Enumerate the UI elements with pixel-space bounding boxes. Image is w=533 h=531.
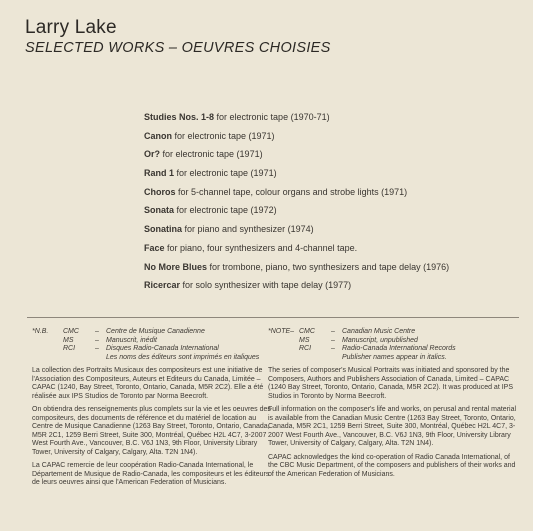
abbr-code: CMC bbox=[299, 328, 315, 335]
abbr-desc: Canadian Music Centre bbox=[342, 328, 416, 335]
work-detail: for solo synthesizer with tape delay (1977) bbox=[180, 280, 352, 291]
abbr-code: RCI bbox=[299, 345, 312, 352]
works-list bbox=[144, 112, 519, 299]
abbreviation-note: Les noms des éditeurs sont imprimés en italiques bbox=[106, 353, 260, 361]
abbr-desc: Manuscript, unpublished bbox=[342, 336, 418, 344]
abbreviation-row bbox=[32, 337, 272, 346]
work-item bbox=[144, 112, 519, 122]
work-detail: for 5-channel tape, colour organs and strobe lights (1971) bbox=[175, 186, 408, 197]
abbr-desc: Disques Radio-Canada International bbox=[106, 345, 219, 352]
abbreviation-row bbox=[32, 345, 272, 354]
work-title: Sonata bbox=[144, 205, 175, 216]
divider bbox=[27, 317, 519, 318]
work-detail: for electronic tape (1971) bbox=[172, 130, 275, 141]
work-detail: for electronic tape (1971) bbox=[160, 149, 263, 160]
work-title: Ricercar bbox=[144, 280, 181, 291]
album-subtitle: SELECTED WORKS – OEUVRES CHOISIES bbox=[25, 40, 331, 56]
work-title: No More Blues bbox=[144, 261, 208, 272]
work-detail: for electronic tape (1971) bbox=[174, 168, 277, 179]
work-detail: for electronic tape (1970-71) bbox=[214, 112, 330, 122]
work-detail: for piano and synthesizer (1974) bbox=[182, 224, 314, 235]
abbreviation-note: Publisher names appear in italics. bbox=[342, 353, 447, 361]
work-title: Studies Nos. 1-8 bbox=[144, 112, 215, 122]
work-item bbox=[144, 205, 519, 215]
abbr-dash: – bbox=[331, 345, 335, 352]
abbr-dash: – bbox=[95, 328, 99, 335]
work-detail: for trombone, piano, two synthesizers and tape delay (1976) bbox=[207, 261, 450, 272]
english-notes bbox=[268, 328, 520, 479]
abbreviation-row bbox=[268, 328, 520, 337]
abbreviation-row bbox=[268, 345, 520, 354]
work-title: Face bbox=[144, 242, 165, 253]
abbr-desc: Manuscrit, inédit bbox=[106, 336, 157, 344]
paragraph: On obtiendra des renseignements plus complets sur la vie et les oeuvres des compositeurs, des documents de référence et du matériel de location au Centre de Musique Canadienne (1263 Bay Street, Toronto, Ontario, Canada, M5R 2C1, 1259 Berri Street, Suite 300, Montréal, Québec H2L 4C7, 3-2007 West Fourth Ave., Vancouver, B.C. V6J 1N3, 9th Floor, University Library Tower, University of Calgary, Calgary, Alta. T2N 1N4). bbox=[32, 406, 271, 456]
work-item bbox=[144, 224, 519, 234]
work-item bbox=[144, 262, 519, 272]
work-title: Sonatina bbox=[144, 224, 183, 235]
abbreviation-row bbox=[268, 337, 520, 346]
abbr-code: RCI bbox=[63, 345, 76, 352]
abbr-lead: *NOTE– bbox=[268, 328, 295, 335]
work-title: Rand 1 bbox=[144, 168, 175, 179]
abbr-desc: Radio-Canada International Records bbox=[342, 345, 456, 352]
french-notes bbox=[32, 328, 272, 488]
work-title: Canon bbox=[144, 130, 172, 141]
abbr-dash: – bbox=[331, 336, 335, 344]
abbr-code: MS bbox=[299, 336, 310, 344]
abbr-lead bbox=[268, 337, 299, 346]
abbr-dash: – bbox=[331, 328, 335, 335]
abbr-code: CMC bbox=[63, 328, 79, 335]
abbr-dash: – bbox=[95, 336, 99, 344]
paragraph: La CAPAC remercie de leur coopération Radio-Canada International, le Département de Musique de Radio-Canada, les compositeurs et les éditeurs de leurs oeuvres ainsi que l'American Federation of Musicians. bbox=[32, 462, 270, 486]
work-item bbox=[144, 149, 519, 159]
abbr-desc: Centre de Musique Canadienne bbox=[106, 328, 205, 335]
paragraph: La collection des Portraits Musicaux des compositeurs est une initiative de l'Association des Compositeurs, Auteurs et Editeurs du Canada, Limitée – CAPAC (1240, Bay Street, Toronto, Ontario, Canada, M5R 2C2). Elle a été réalisée aux IPS Studios de Toronto par Norma Beecroft. bbox=[32, 367, 264, 400]
work-item bbox=[144, 168, 519, 178]
work-detail: for electronic tape (1972) bbox=[174, 205, 277, 216]
paragraph: CAPAC acknowledges the kind co-operation of Radio Canada International, of the CBC Music Department, of the composers and publishers of their works and of the American Federation of Musicians. bbox=[268, 453, 516, 478]
abbr-dash: – bbox=[95, 345, 99, 352]
abbr-lead: *N.B. bbox=[32, 328, 49, 335]
work-item bbox=[144, 280, 519, 290]
abbreviation-row bbox=[32, 328, 272, 337]
work-item bbox=[144, 243, 519, 253]
abbr-lead bbox=[32, 345, 63, 354]
abbr-lead bbox=[32, 337, 63, 346]
abbr-lead bbox=[268, 345, 299, 354]
work-detail: for piano, four synthesizers and 4-channel tape. bbox=[164, 242, 358, 253]
work-item bbox=[144, 187, 519, 197]
work-title: Choros bbox=[144, 186, 176, 197]
work-item bbox=[144, 131, 519, 141]
work-title: Or? bbox=[144, 149, 161, 160]
paragraph: The series of composer's Musical Portraits was initiated and sponsored by the Composers, Authors and Publishers Association of Canada, Limited – CAPAC (1240 Bay Street, Toronto, Ontario, Canada, M5R 2C2). It was produced at IPS Studios in Toronto by Norma Beecroft. bbox=[268, 367, 513, 400]
abbr-code: MS bbox=[63, 336, 74, 344]
composer-name: Larry Lake bbox=[25, 17, 117, 38]
paragraph: Full information on the composer's life and works, on perusal and rental material is available from the Canadian Music Centre (1263 Bay Street, Toronto, Ontario, Canada, M5R 2C1, 1259 Berri Street, Suite 300, Montréal, Québec H2L 4C7, 3-2007 West Fourth Ave., Vancouver, B.C. V6J 1N3, 9th Floor, University Library Tower, University of Calgary, Calgary, Alta. T2N 1N4). bbox=[268, 406, 517, 447]
